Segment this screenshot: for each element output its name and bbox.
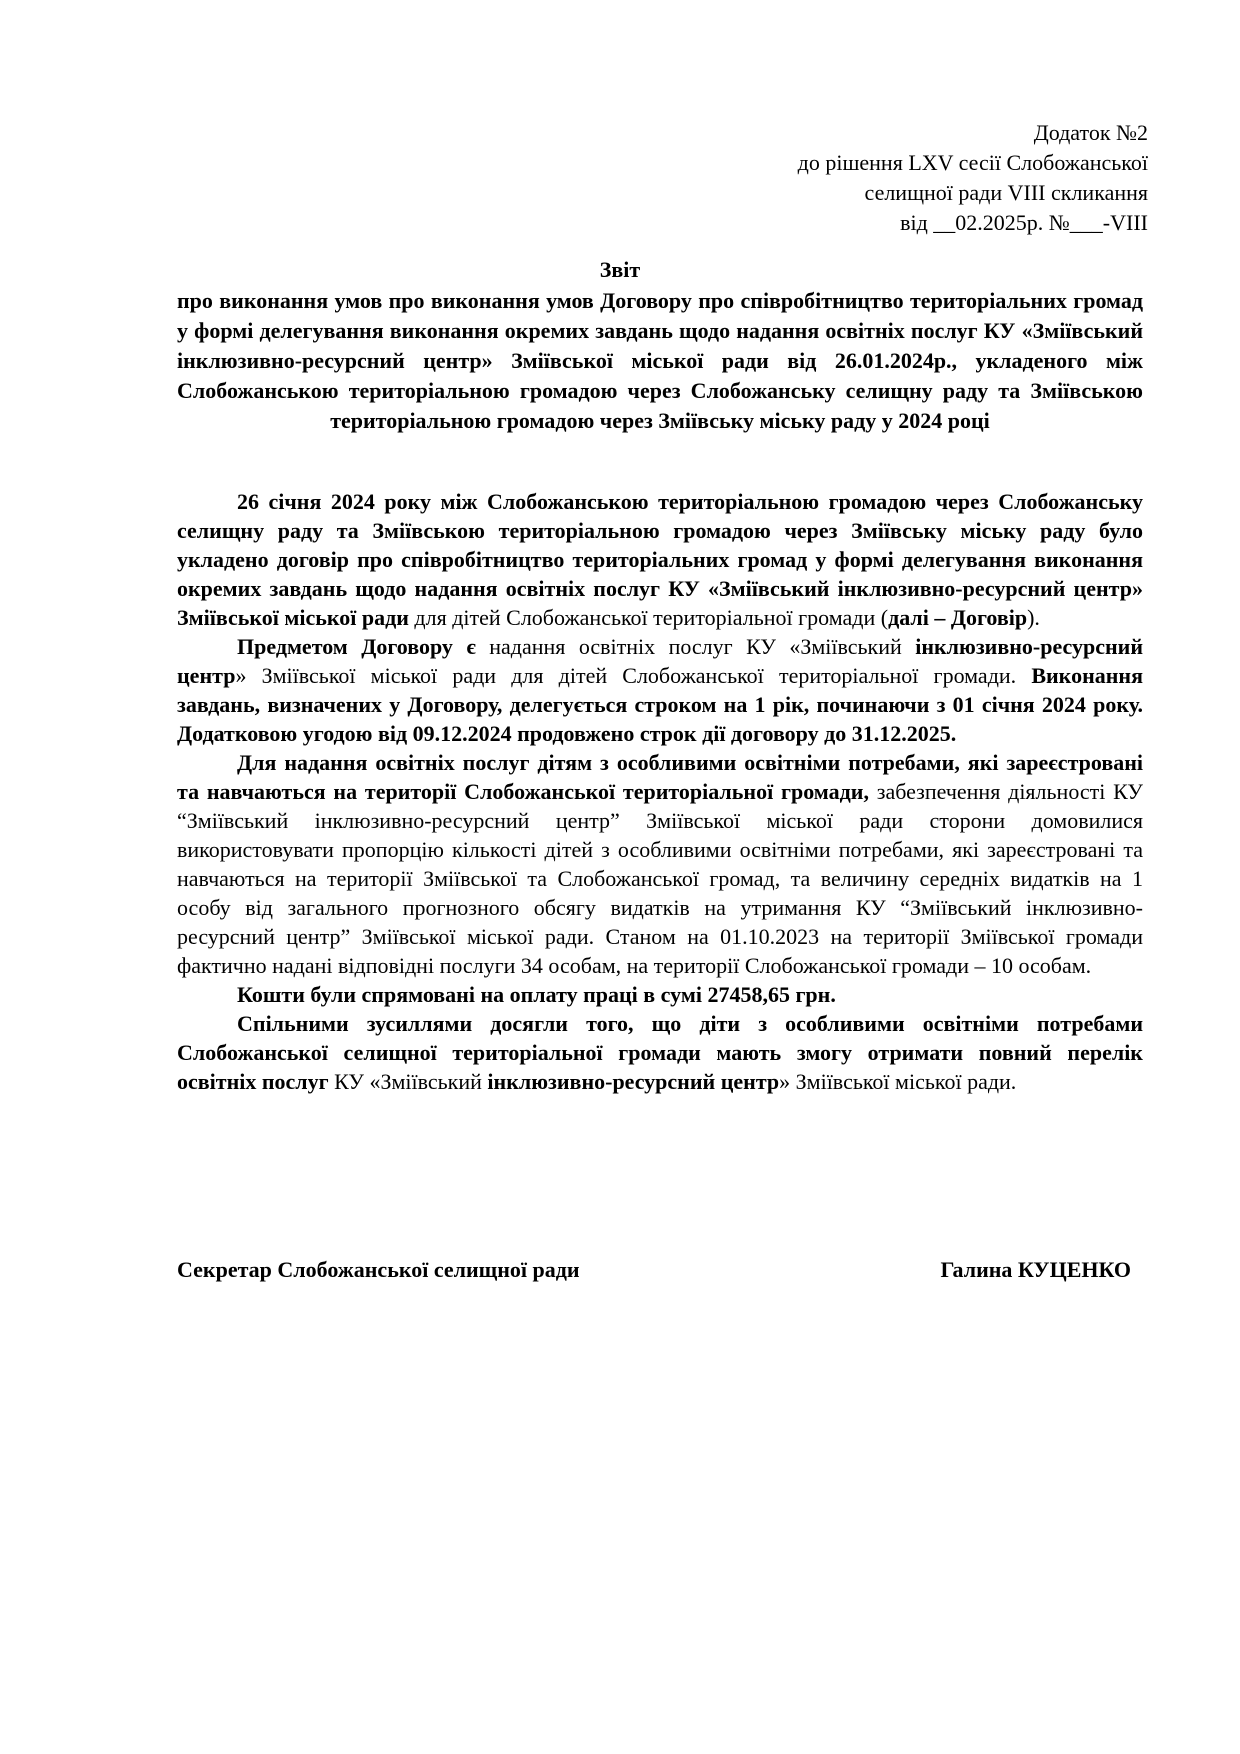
paragraph-result: Спільними зусиллями досягли того, що діти з особливими освітніми потребами Слобожанської селищної територіальної громади мають змогу отримати повний перелік освітніх послуг КУ «Зміївський інклюзивно-ресурсний центр» Зміївської міської ради. xyxy=(177,1011,1143,1094)
addendum-date: від __02.2025р. №___-VIII xyxy=(900,210,1148,235)
paragraph-services: Для надання освітніх послуг дітям з особливими освітніми потребами, які зареєстровані та навчаються на території Слобожанської територіальної громади, забезпечення діяльності КУ “Зміївський інклюзивно-ресурсний центр” Зміївської міської ради сторони домовилися використовувати пропорцію кількості дітей з особливими освітніми потребами, які зареєстровані та навчаються на території Зміївської та Слобожанської громад, та величину середніх видатків на 1 особу від загального прогнозного обсягу видатків на утримання КУ “Зміївський інклюзивно-ресурсний центр” Зміївської міської ради. Станом на 01.10.2023 на території Зміївської громади фактично надані відповідні послуги 34 особам, на території Слобожанської громади – 10 особам. xyxy=(177,750,1143,978)
paragraph-subject: Предметом Договору є надання освітніх послуг КУ «Зміївський інклюзивно-ресурсний центр» Зміївської міської ради для дітей Слобожанської територіальної громади. Виконання завдань, визначених у Договору, делегується строком на 1 рік, починаючи з 01 січня 2024 року. Додатковою угодою від 09.12.2024 продовжено строк дії договору до 31.12.2025. xyxy=(177,634,1143,746)
report-body xyxy=(177,487,1143,1096)
signatory-position: Секретар Слобожанської селищної ради xyxy=(177,1257,580,1282)
paragraph-funds: Кошти були спрямовані на оплату праці в сумі 27458,65 грн. xyxy=(237,982,836,1007)
signatory-name: Галина КУЦЕНКО xyxy=(940,1257,1131,1282)
addendum-block xyxy=(798,118,1148,238)
addendum-number: Додаток №2 xyxy=(1033,120,1148,145)
paragraph-contract: 26 січня 2024 року між Слобожанською територіальною громадою через Слобожанську селищну раду та Зміївською територіальною громадою через Зміївську міську раду було укладено договір про співробітництво територіальних громад у формі делегування виконання окремих завдань щодо надання освітніх послуг КУ «Зміївський інклюзивно-ресурсний центр» Зміївської міської ради для дітей Слобожанської територіальної громади (далі – Договір). xyxy=(177,489,1143,630)
addendum-decision: до рішення LXV сесії Слобожанської xyxy=(797,150,1148,175)
report-title: Звіт xyxy=(599,257,641,282)
report-subtitle: про виконання умов про виконання умов Договору про співробітництво територіальних громад у формі делегування виконання окремих завдань щодо надання освітніх послуг КУ «Зміївський інклюзивно-ресурсний центр» Зміївської міської ради від 26.01.2024р., укладеного між Слобожанською територіальною громадою через Слобожанську селищну раду та Зміївською територіальною громадою через Зміївську міську раду у 2024 році xyxy=(177,288,1143,433)
addendum-council: селищної ради VIII скликання xyxy=(864,180,1148,205)
